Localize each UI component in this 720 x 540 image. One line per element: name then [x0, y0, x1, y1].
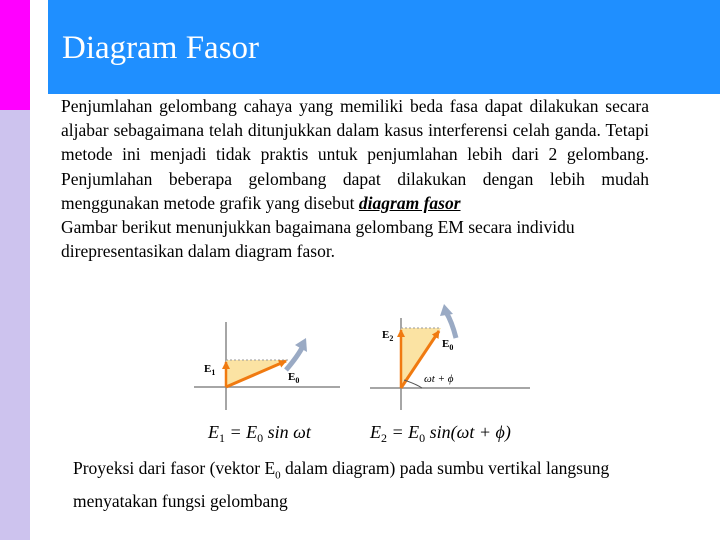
rotation-arrow-right — [446, 312, 456, 338]
term-diagram-fasor: diagram fasor — [358, 192, 461, 213]
label-angle: ωt + ϕ — [424, 373, 454, 385]
label-e0-right: $E_0$ — [442, 338, 454, 352]
figure-caption — [73, 456, 653, 514]
phasor-diagram-left — [194, 322, 340, 445]
rotation-arrow-left — [286, 346, 303, 370]
body-text — [61, 94, 649, 263]
slide-title: Diagram Fasor — [62, 30, 260, 66]
phasor-figure — [190, 300, 530, 450]
accent-bar-bottom — [0, 110, 30, 540]
caption-text-part1: Proyeksi dari fasor (vektor E — [73, 458, 276, 478]
paragraph-intro — [61, 94, 649, 215]
formula-left: $E_1 = E_0$ sin ωt — [208, 422, 311, 445]
caption-text-part2: dalam diagram) pada sumbu vertikal langsung menyatakan fungsi gelombang — [73, 458, 610, 511]
phasor-diagram-right — [369, 304, 530, 445]
label-e1: $E_1$ — [204, 363, 216, 377]
paragraph-intro-text: Penjumlahan gelombang cahaya yang memiliki beda fasa dapat dilakukan secara aljabar sebagaimana telah ditunjukkan dalam kasus interferensi celah ganda. Tetapi metode ini menjadi tidak praktis untuk penjumlahan lebih dari 2 gelombang. Penjumlahan beberapa gelombang dapat dilakukan dengan lebih mudah menggunakan metode grafik yang disebut — [61, 96, 649, 213]
label-e0-left: $E_0$ — [288, 371, 300, 385]
rotation-arrowhead-right — [440, 304, 453, 316]
formula-right: $E_2 = E_0$ sin(ωt + ϕ) — [370, 422, 511, 445]
paragraph-figure-intro: Gambar berikut menunjukkan bagaimana gelombang EM secara individu direpresentasikan dalam diagram fasor. — [61, 217, 575, 262]
label-e2: $E_2$ — [382, 329, 394, 343]
caption-subscript: 0 — [275, 469, 281, 482]
accent-bar-top — [0, 0, 30, 110]
angle-arc — [404, 380, 422, 388]
